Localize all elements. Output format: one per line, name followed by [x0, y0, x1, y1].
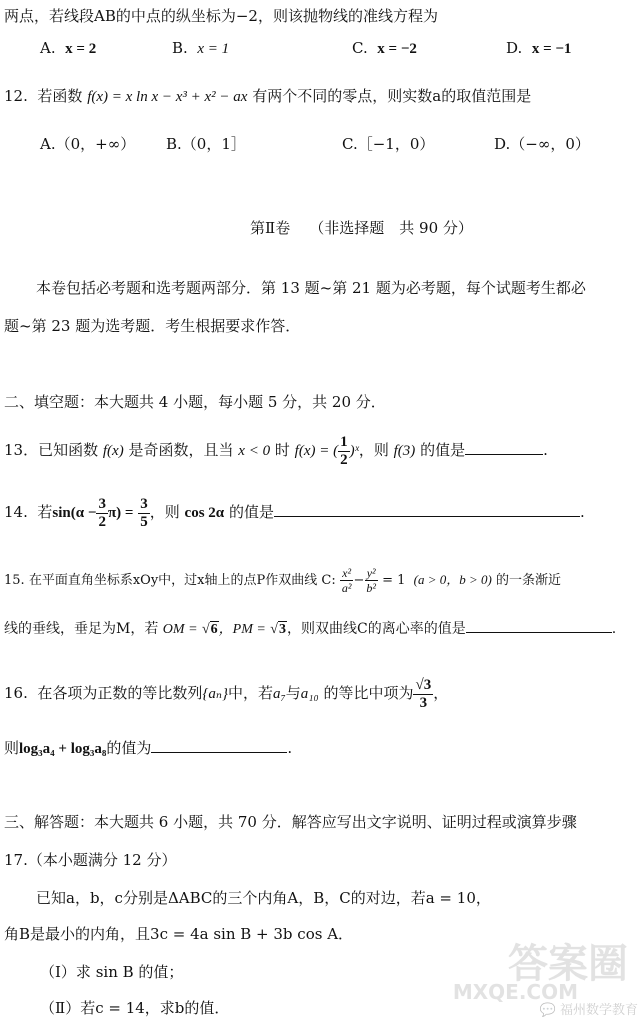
q12-stem: 12. 若函数 f(x) = x ln x − x³ + x² − ax 有两个不同的零点，则实数a的取值范围是: [4, 87, 532, 105]
q11-option-d: D. x = −1: [506, 39, 572, 57]
q11-stem: 两点，若线段AB的中点的纵坐标为−2，则该抛物线的准线方程为: [4, 7, 438, 25]
q13-answer-blank: [465, 440, 543, 455]
watermark: [452, 932, 638, 1022]
watermark-url: MXQE.COM: [452, 980, 578, 1004]
q15-line2: 线的垂线，垂足为M，若 OM = √6，PM = √3，则双曲线C的离心率的值是 .: [4, 618, 616, 640]
q17-part1: （Ⅰ）求 sin B 的值；: [40, 963, 184, 981]
q15-answer-blank: [466, 618, 612, 633]
q17-part2: （Ⅱ）若c = 14，求b的值．: [40, 999, 230, 1017]
section3-heading: 三、解答题：本大题共 6 小题，共 70 分．解答应写出文字说明、证明过程或演算步骤: [4, 813, 577, 831]
q14-answer-blank: [274, 502, 580, 517]
q12-option-d: D.（−∞，0）: [494, 135, 590, 153]
watermark-brand: 答案圈: [508, 941, 628, 987]
q12-option-a: A.（0，+∞）: [40, 135, 136, 153]
part2-intro-line2: 题~第 23 题为选考题．考生根据要求作答．: [4, 317, 301, 335]
q15-line1: 15. 在平面直角坐标系xOy中，过x轴上的点P作双曲线 C: $\frac{\text{x²}}{\text{a²}}$ − $\frac{\text{y²}}{\text{b²}}$ = 1 (a > 0，b > 0) 的一条渐近: [4, 566, 562, 595]
chat-bubble-icon: 💬: [539, 1003, 556, 1018]
section2-heading: 二、填空题：本大题共 4 小题，每小题 5 分，共 20 分．: [4, 393, 386, 411]
q17-line2: 角B是最小的内角，且3c = 4a sin B + 3b cos A．: [4, 925, 354, 943]
q16-line1: 16. 在各项为正数的等比数列{aₙ}中，若a₇与a₁₀ 的等比中项为 $\frac{√3}{3}$ ，: [4, 676, 449, 711]
q17-line1: 已知a，b，c分别是ΔABC的三个内角A，B，C的对边，若a = 10，: [36, 889, 491, 907]
q11-option-b: B. x = 1: [172, 39, 230, 57]
q16-answer-blank: [151, 738, 287, 753]
part2-intro-line1: 本卷包括必考题和选考题两部分．第 13 题~第 21 题为必考题，每个试题考生都必: [36, 279, 586, 297]
q17-title: 17.（本小题满分 12 分）: [4, 851, 177, 869]
q11-option-c: C. x = −2: [352, 39, 417, 57]
part2-title: 第Ⅱ卷 （非选择题 共 90 分）: [250, 219, 473, 237]
q11-option-a: A. x = 2: [40, 39, 97, 57]
watermark-account: 💬 福州数学教育: [539, 1003, 638, 1018]
q14: 14. 若sin(α − $\frac{3}{2}$ π) = $\frac{3}{5}$ ，则 cos 2α 的值是 .: [4, 495, 585, 530]
q12-option-c: C.［−1，0）: [342, 135, 435, 153]
q13: 13．已知函数 f(x) 是奇函数，且当 x < 0 时 f(x) = ( $\frac{1}{2}$ )ˣ，则 f(3) 的值是 .: [4, 433, 548, 468]
q16-line2: 则log₃a₄ + log₃a₈的值为 .: [4, 739, 293, 757]
q12-option-b: B.（0，1］: [166, 135, 246, 153]
